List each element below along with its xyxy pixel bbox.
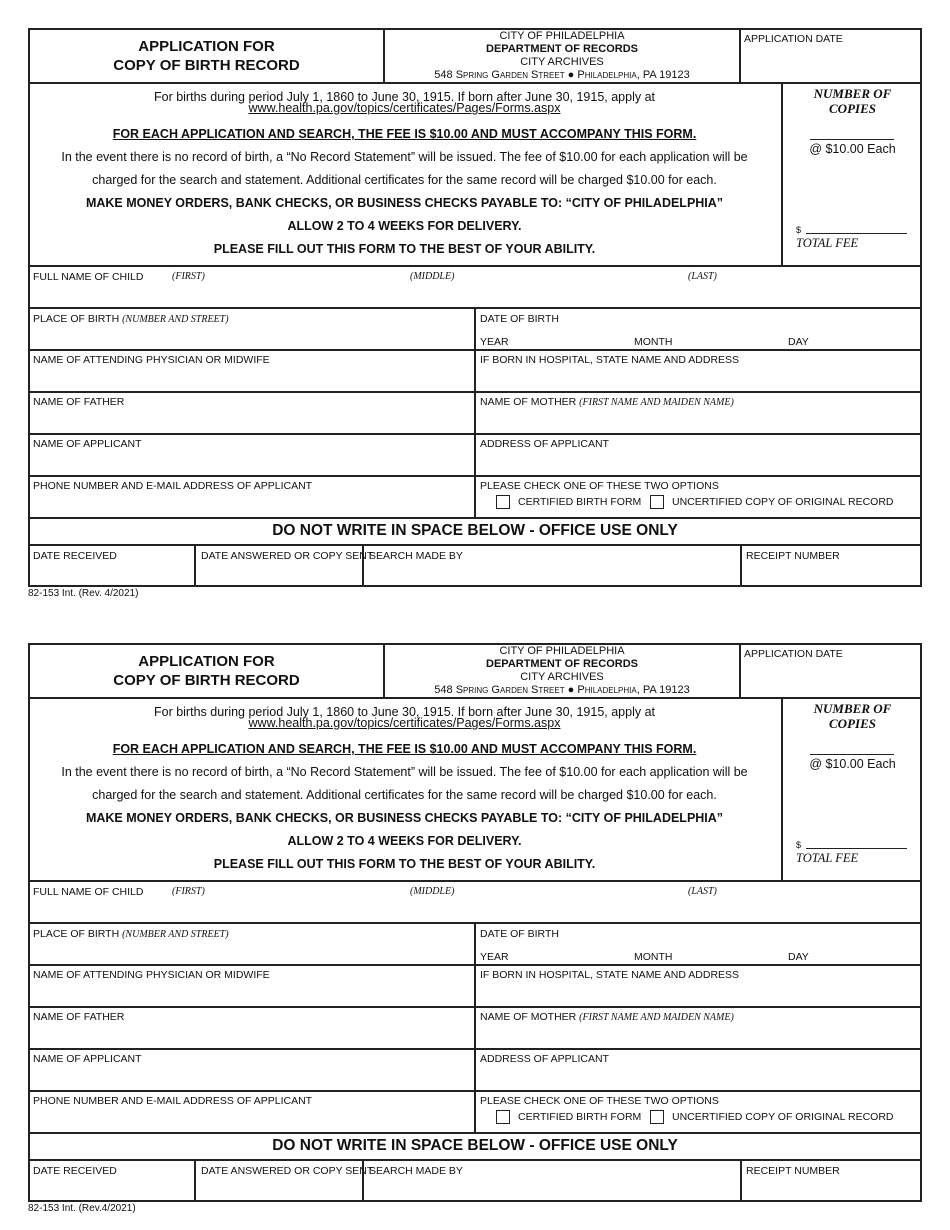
copies-line-2: COPIES [829, 101, 876, 116]
uncertified-label: UNCERTIFIED COPY OF ORIGINAL RECORD [672, 1110, 894, 1123]
receipt-number-label: RECEIPT NUMBER [746, 550, 840, 562]
applicant-address-label: ADDRESS OF APPLICANT [480, 438, 609, 450]
fee-notice: FOR EACH APPLICATION AND SEARCH, THE FEE IS $10.00 AND MUST ACCOMPANY THIS FORM. [112, 742, 697, 756]
office-divider-1 [194, 1159, 196, 1202]
health-url-link[interactable]: www.health.pa.gov/topics/certificates/Pages/Forms.aspx [248, 101, 561, 115]
place-of-birth-label [33, 928, 229, 940]
date-answered-label: DATE ANSWERED OR COPY SENT [201, 550, 374, 562]
agency-address: 548 Spring Garden Street ● Philadelphia, PA 19123 [434, 69, 690, 81]
certified-option[interactable] [496, 1110, 641, 1124]
place-hint: (NUMBER AND STREET) [122, 314, 229, 325]
uncertified-checkbox[interactable] [650, 495, 664, 509]
payable-notice: MAKE MONEY ORDERS, BANK CHECKS, OR BUSINESS CHECKS PAYABLE TO: “CITY OF PHILADELPHIA” [85, 811, 724, 825]
uncertified-option[interactable] [650, 1110, 894, 1124]
hospital-label: IF BORN IN HOSPITAL, STATE NAME AND ADDRESS [480, 354, 740, 366]
copies-heading [783, 86, 922, 116]
dollar-sign: $ [796, 225, 802, 235]
day-label: DAY [788, 336, 809, 348]
last-name-hint: (LAST) [688, 271, 717, 282]
no-record-text-1: In the event there is no record of birth, a “No Record Statement” will be issued. The fee of $10.00 for each application will be [61, 150, 748, 164]
total-fee-blank[interactable] [806, 233, 907, 234]
search-made-by-label: SEARCH MADE BY [369, 550, 463, 562]
copies-line-2: COPIES [829, 716, 876, 731]
place-hint: (NUMBER AND STREET) [122, 929, 229, 940]
title-line-1: APPLICATION FOR [138, 653, 275, 670]
details-divider [474, 307, 476, 519]
certified-checkbox[interactable] [496, 495, 510, 509]
row-line-3 [28, 1048, 922, 1050]
title-line-2: COPY OF BIRTH RECORD [113, 57, 300, 74]
total-fee-label: TOTAL FEE [796, 236, 859, 250]
office-use-heading: DO NOT WRITE IN SPACE BELOW - OFFICE USE ONLY [272, 522, 678, 539]
application-date-label: APPLICATION DATE [744, 648, 843, 660]
payable-notice: MAKE MONEY ORDERS, BANK CHECKS, OR BUSINESS CHECKS PAYABLE TO: “CITY OF PHILADELPHIA” [85, 196, 724, 210]
year-label: YEAR [480, 951, 509, 963]
father-label: NAME OF FATHER [33, 396, 125, 408]
row-line-2 [28, 1006, 922, 1008]
uncertified-option[interactable] [650, 495, 894, 509]
middle-name-hint: (MIDDLE) [410, 886, 455, 897]
dollar-sign: $ [796, 840, 802, 850]
office-divider-1 [194, 544, 196, 587]
form-title [28, 37, 385, 75]
archives-name: CITY ARCHIVES [520, 56, 604, 68]
form-number-1: 82-153 Int. (Rev. 4/2021) [28, 588, 139, 599]
phone-email-label: PHONE NUMBER AND E-MAIL ADDRESS OF APPLICANT [33, 1095, 313, 1107]
certified-option[interactable] [496, 495, 641, 509]
agency-block [383, 645, 741, 697]
mother-hint: (FIRST NAME AND MAIDEN NAME) [579, 1012, 734, 1023]
delivery-notice: ALLOW 2 TO 4 WEEKS FOR DELIVERY. [287, 219, 522, 233]
health-url-link[interactable]: www.health.pa.gov/topics/certificates/Pages/Forms.aspx [248, 716, 561, 730]
child-name-label: FULL NAME OF CHILD [33, 271, 144, 283]
check-options-label: PLEASE CHECK ONE OF THESE TWO OPTIONS [480, 1095, 719, 1107]
row-line-1 [28, 349, 922, 351]
total-fee-label: TOTAL FEE [796, 851, 859, 865]
day-label: DAY [788, 951, 809, 963]
no-record-text-2: charged for the search and statement. Additional certificates for the same record will be charged $10.00 for each. [92, 788, 717, 802]
row-line-1 [28, 964, 922, 966]
date-answered-label: DATE ANSWERED OR COPY SENT [201, 1165, 374, 1177]
certified-checkbox[interactable] [496, 1110, 510, 1124]
physician-label: NAME OF ATTENDING PHYSICIAN OR MIDWIFE [33, 969, 270, 981]
month-label: MONTH [634, 336, 673, 348]
certified-label: CERTIFIED BIRTH FORM [518, 495, 642, 508]
father-label: NAME OF FATHER [33, 1011, 125, 1023]
period-notice [28, 92, 781, 114]
city-name: CITY OF PHILADELPHIA [499, 30, 625, 42]
mother-label [480, 1011, 734, 1023]
search-made-by-label: SEARCH MADE BY [369, 1165, 463, 1177]
mother-text: NAME OF MOTHER [480, 1011, 577, 1023]
applicant-address-label: ADDRESS OF APPLICANT [480, 1053, 609, 1065]
city-name: CITY OF PHILADELPHIA [499, 645, 625, 657]
date-of-birth-label: DATE OF BIRTH [480, 928, 559, 940]
department-name: DEPARTMENT OF RECORDS [486, 43, 638, 55]
applicant-label: NAME OF APPLICANT [33, 438, 142, 450]
period-text: For births during period July 1, 1860 to June 30, 1915. If born after June 30, 1915, apply at [153, 705, 656, 719]
fee-notice: FOR EACH APPLICATION AND SEARCH, THE FEE IS $10.00 AND MUST ACCOMPANY THIS FORM. [112, 127, 697, 141]
physician-label: NAME OF ATTENDING PHYSICIAN OR MIDWIFE [33, 354, 270, 366]
receipt-number-label: RECEIPT NUMBER [746, 1165, 840, 1177]
period-notice [28, 707, 781, 729]
child-name-field[interactable] [28, 880, 922, 924]
office-divider-3 [740, 1159, 742, 1202]
copies-heading [783, 701, 922, 731]
certified-label: CERTIFIED BIRTH FORM [518, 1110, 642, 1123]
place-of-birth-text: PLACE OF BIRTH [33, 928, 120, 940]
agency-address: 548 Spring Garden Street ● Philadelphia, PA 19123 [434, 684, 690, 696]
title-line-1: APPLICATION FOR [138, 38, 275, 55]
mother-hint: (FIRST NAME AND MAIDEN NAME) [579, 397, 734, 408]
check-options-label: PLEASE CHECK ONE OF THESE TWO OPTIONS [480, 480, 719, 492]
fill-out-notice: PLEASE FILL OUT THIS FORM TO THE BEST OF YOUR ABILITY. [213, 857, 596, 871]
office-use-heading: DO NOT WRITE IN SPACE BELOW - OFFICE USE ONLY [272, 1137, 678, 1154]
child-name-label: FULL NAME OF CHILD [33, 886, 144, 898]
date-of-birth-label: DATE OF BIRTH [480, 313, 559, 325]
office-line [28, 1159, 922, 1161]
uncertified-checkbox[interactable] [650, 1110, 664, 1124]
uncertified-label: UNCERTIFIED COPY OF ORIGINAL RECORD [672, 495, 894, 508]
date-received-label: DATE RECEIVED [33, 550, 117, 562]
first-name-hint: (FIRST) [172, 886, 205, 897]
copies-line-1: NUMBER OF [813, 86, 892, 101]
month-label: MONTH [634, 951, 673, 963]
form-number-2: 82-153 Int. (Rev.4/2021) [28, 1203, 136, 1214]
no-record-text-1: In the event there is no record of birth, a “No Record Statement” will be issued. The fee of $10.00 for each application will be [61, 765, 748, 779]
details-divider [474, 922, 476, 1134]
copies-line-1: NUMBER OF [813, 701, 892, 716]
year-label: YEAR [480, 336, 509, 348]
office-line [28, 544, 922, 546]
row-line-4 [28, 1090, 922, 1092]
birth-record-form-1 [28, 28, 922, 587]
department-name: DEPARTMENT OF RECORDS [486, 658, 638, 670]
form-title [28, 652, 385, 690]
title-line-2: COPY OF BIRTH RECORD [113, 672, 300, 689]
date-received-label: DATE RECEIVED [33, 1165, 117, 1177]
application-date-label: APPLICATION DATE [744, 33, 843, 45]
place-of-birth-text: PLACE OF BIRTH [33, 313, 120, 325]
phone-email-label: PHONE NUMBER AND E-MAIL ADDRESS OF APPLICANT [33, 480, 313, 492]
hospital-label: IF BORN IN HOSPITAL, STATE NAME AND ADDRESS [480, 969, 740, 981]
last-name-hint: (LAST) [688, 886, 717, 897]
row-line-3 [28, 433, 922, 435]
copies-blank[interactable] [810, 139, 894, 140]
office-divider-3 [740, 544, 742, 587]
price-each: @ $10.00 Each [809, 142, 896, 156]
child-name-field[interactable] [28, 265, 922, 309]
no-record-text-2: charged for the search and statement. Additional certificates for the same record will be charged $10.00 for each. [92, 173, 717, 187]
row-line-2 [28, 391, 922, 393]
copies-blank[interactable] [810, 754, 894, 755]
mother-text: NAME OF MOTHER [480, 396, 577, 408]
fill-out-notice: PLEASE FILL OUT THIS FORM TO THE BEST OF YOUR ABILITY. [213, 242, 596, 256]
applicant-label: NAME OF APPLICANT [33, 1053, 142, 1065]
price-each: @ $10.00 Each [809, 757, 896, 771]
total-fee-blank[interactable] [806, 848, 907, 849]
mother-label [480, 396, 734, 408]
row-line-4 [28, 475, 922, 477]
birth-record-form-2 [28, 643, 922, 1202]
middle-name-hint: (MIDDLE) [410, 271, 455, 282]
archives-name: CITY ARCHIVES [520, 671, 604, 683]
first-name-hint: (FIRST) [172, 271, 205, 282]
delivery-notice: ALLOW 2 TO 4 WEEKS FOR DELIVERY. [287, 834, 522, 848]
period-text: For births during period July 1, 1860 to June 30, 1915. If born after June 30, 1915, apply at [153, 90, 656, 104]
place-of-birth-label [33, 313, 229, 325]
agency-block [383, 30, 741, 82]
